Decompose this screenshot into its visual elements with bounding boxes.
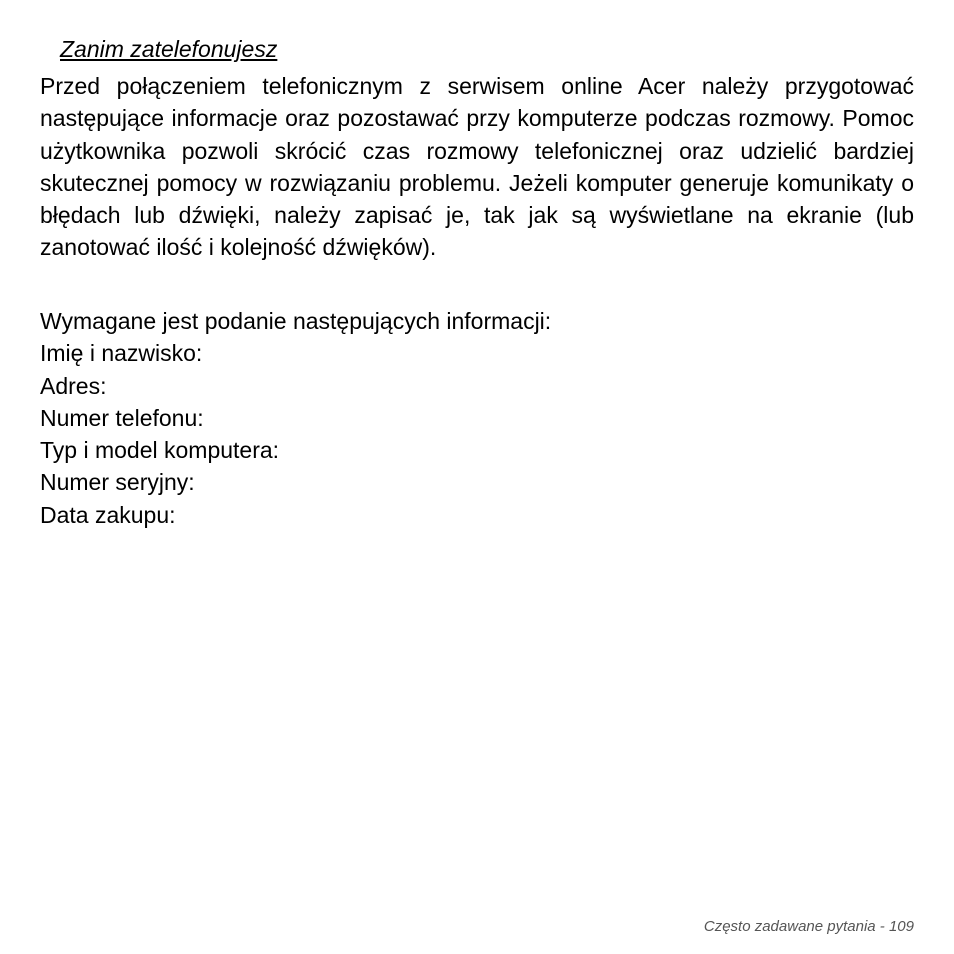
required-info-intro: Wymagane jest podanie następujących informacji: (40, 308, 552, 334)
field-address: Adres: (40, 372, 107, 399)
field-phone: Numer telefonu: (40, 404, 204, 431)
intro-paragraph: Przed połączeniem telefonicznym z serwisem online Acer należy przygotować następujące informacje oraz pozostawać przy komputerze podczas rozmowy. Pomoc użytkownika pozwoli skrócić czas rozmowy telefonicznej oraz udzielić bardziej skutecznej pomocy w rozwiązaniu problemu. Jeżeli komputer generuje komunikaty o błędach lub dźwięki, należy zapisać je, tak jak są wyświetlane na ekranie (lub zanotować ilość i kolejność dźwięków). (40, 73, 914, 261)
field-computer-model: Typ i model komputera: (40, 437, 280, 464)
field-serial-number: Numer seryjny: (40, 469, 195, 496)
section-heading: Zanim zatelefonujesz (60, 36, 278, 62)
field-name: Imię i nazwisko: (40, 340, 203, 367)
field-purchase-date: Data zakupu: (40, 501, 176, 528)
required-info-list (40, 305, 551, 531)
page-footer: Często zadawane pytania - 109 (703, 918, 914, 935)
